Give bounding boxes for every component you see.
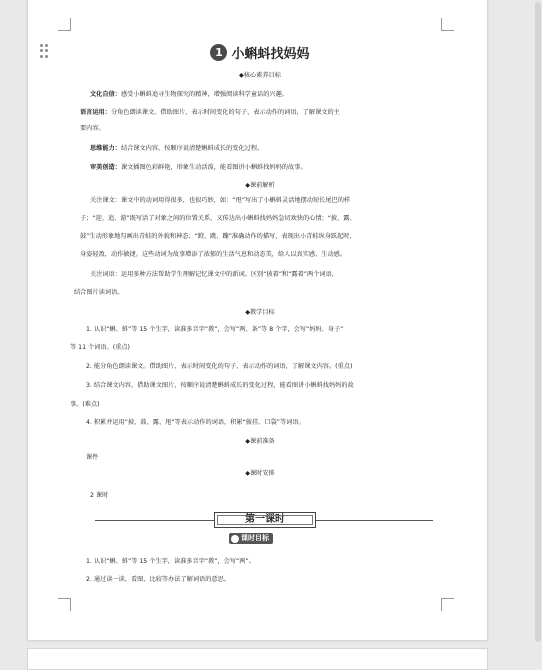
prep-text: 课件 xyxy=(86,454,99,461)
section-heading: ◆核心素养目标 xyxy=(239,72,281,79)
lesson-goal-line: 2. 通过读一读、看图、比较等办法了解词语的意思。 xyxy=(86,576,230,583)
badge-label: 课时目标 xyxy=(241,534,269,542)
scrollbar[interactable] xyxy=(534,0,542,657)
teach-goal-line: 2. 能分角色朗读课文。借助图片、表示时间变化的句子、表示动作的词语，了解课文内容。(重点) xyxy=(86,363,353,370)
section-heading: ◆课前准备 xyxy=(245,438,275,445)
scroll-thumb[interactable] xyxy=(535,2,541,642)
core-goal-line: 文化自信：感受小蝌蚪追寻生物探究的精神，增强阅读科学童话的兴趣。 xyxy=(90,91,288,98)
analysis-line: 关注课文：课文中的动词用得很多，也很巧妙，如：“甩”写出了小蝌蚪灵活地摆动短长尾巴的样 xyxy=(90,197,351,204)
margin-mark xyxy=(58,598,71,611)
margin-mark xyxy=(441,18,454,31)
margin-mark xyxy=(441,598,454,611)
lesson-goal-badge xyxy=(229,533,273,544)
analysis-line: 子；“迎、追、游”既写活了对象之间的位置关系，又传达出小蝌蚪找妈妈急切欢快的心情；“披、露、 xyxy=(80,215,356,222)
next-page xyxy=(27,648,488,670)
lesson-title-bar xyxy=(95,512,433,528)
teach-goal-line: 事。(难点) xyxy=(70,401,100,408)
analysis-line: 关注词语：运用多种方法帮助学生理解记忆课文中的新词。区别“披着”和“露着”两个词语， xyxy=(90,271,338,278)
drag-handle-icon[interactable] xyxy=(40,44,48,58)
core-goal-line: 思维能力：结合课文内容，按顺序说清楚蝌蚪成长的变化过程。 xyxy=(90,145,264,152)
title-text: 小蝌蚪找妈妈 xyxy=(231,47,310,62)
teach-goal-line: 3. 结合课文内容，借助课文图片，按顺序说清楚蝌蚪成长的变化过程，能看图讲小蝌蚪找妈妈的故 xyxy=(86,382,354,389)
lesson-title: 第一课时 xyxy=(214,512,316,528)
analysis-line: 鼓”生动形象地勾画出青蛙的外貌和神态；“蹬、跳、蹦”准确动作的描写，表现出小青蛙纵身跃起时， xyxy=(80,233,356,240)
title-number-badge: 1 xyxy=(210,44,227,61)
core-goal-line: 要内容。 xyxy=(80,125,105,132)
schedule-text: 2 课时 xyxy=(90,492,109,499)
page-title xyxy=(70,42,450,64)
section-heading: ◆教学目标 xyxy=(245,309,275,316)
badge-circle-icon xyxy=(231,535,239,543)
section-heading: ◆课前解析 xyxy=(245,182,275,189)
lesson-goal-line: 1. 认识“蝌、蚪”等 15 个生字，读准多音字“教”，会写“两”。 xyxy=(86,558,255,565)
margin-mark xyxy=(58,18,71,31)
teach-goal-line: 等 11 个词语。(重点) xyxy=(70,344,130,351)
analysis-line: 身姿轻盈，动作敏捷。这些动词为故事增添了浓郁的生活气息和动态美，给人以真实感、生动感。 xyxy=(80,251,347,258)
section-heading: ◆课时安排 xyxy=(245,470,275,477)
divider xyxy=(316,520,433,521)
divider xyxy=(95,520,214,521)
core-goal-line: 审美创造：课文插图色彩鲜艳，形象生动活泼，能看图讲小蝌蚪找妈妈的故事。 xyxy=(90,164,307,171)
analysis-line: 结合图片读词语。 xyxy=(74,289,124,296)
core-goal-line: 语言运用：分角色朗读课文。借助图片、表示时间变化的句子、表示动作的词语，了解课文的主 xyxy=(80,109,340,116)
teach-goal-line: 1. 认识“蝌、蚪”等 15 个生字，读准多音字“教”，会写“两、条”等 8 个字，会写“妈妈、身子” xyxy=(86,326,344,333)
teach-goal-line: 4. 积累并运用“披、鼓、露、甩”等表示动作的词语，积累“披挂、口袋”等词语。 xyxy=(86,419,305,426)
